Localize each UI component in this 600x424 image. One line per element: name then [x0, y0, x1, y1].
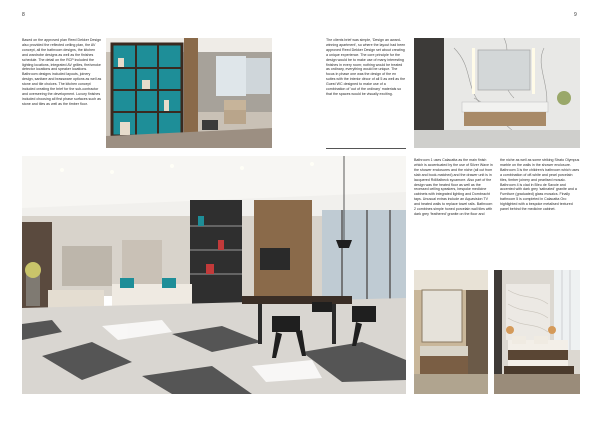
- center-paragraph: The clients brief was simple, 'Design an award-winning apartment', so where the layout had been approved Reed Dekker Design set about creating a unique experience. The core principle for the design would be to make use of many interesting finishes in every room; nothing would be treated as ordinary, everything would be unique. The focus in phase one was the design of the en suites with the interior décor of all 5 as well as the Guest WC designed to make use of a combination of 'out of the ordinary' materials so that the spaces would be visually exciting.: [326, 38, 406, 96]
- photo-open-plan-living: [22, 156, 406, 394]
- center-text-column: [326, 38, 406, 97]
- right-paragraph-b: the niche as well as some striking Strato Olympus marble on the walls in the shower enclosure. Bathroom 3 is the children's bathroom which uses a combination of off-white and pearl porcelain tiles, timber joinery and pearlised mosaic. Bathroom 4 is clad in Bleu de Savoie and accented with dark grey 'satinated' granite and a Furniture (graduated) glass mosaics. Finally bathroom 5 is completed in Calacatta Oro highlighted with a bespoke metalised textured panel behind the medicine cabinet.: [500, 158, 580, 212]
- left-paragraph: Based on the approved plan Reed Dekker Design also provided the reflected ceiling plan, the AV concept, all the bathroom designs, the kitchen and wardrobe designs as well as the finishes schedule. The detail on the RCP included the lighting locations, integrated AV grilles, fire/smoke detector locations and speaker locations. Bathroom designs included layouts, joinery design, sanitare and brassware options as well as stone and tile choices. The kitchen concept included creating the brief for the sub-contractor and overseeing the development. Luxury finishes included choosing all first phase surfaces such as stone and tiles as well as the timber floor.: [22, 38, 102, 106]
- photo-en-suite-bathroom: [414, 270, 488, 394]
- right-page-number: 9: [574, 12, 577, 18]
- open-plan-living-image: [22, 156, 406, 394]
- right-paragraph-a: Bathroom 1 uses Calacatta as the main finish which is accentuated by the use of Silver Wave in the shower enclosures and the niche (all cut from slab and book-matched) and the drawer unit is in lacquered RdMalbeck sycamore. Also part of the design was the heated floor as well as the recessed ceiling speakers, bespoke medicine cabinets with integrated lighting and Dornbracht taps. Unusual extras include an Aquavision TV and heated walls to replace towel rails. Bathroom 2 combines simple honed porcelain wall tiles with dark grey 'feathered' granite on the floor and: [414, 158, 493, 216]
- left-text-column: [22, 38, 102, 107]
- column-divider-rule: [326, 148, 406, 149]
- photo-teal-shelving-living-room: [106, 38, 272, 148]
- teal-shelving-image: [106, 38, 272, 148]
- left-page-number: 8: [22, 12, 25, 18]
- right-text-column-a: [414, 158, 494, 217]
- photo-bedroom: [494, 270, 580, 394]
- marble-bathroom-image: [414, 38, 580, 148]
- bedroom-image: [494, 270, 580, 394]
- right-text-column-b: [500, 158, 580, 212]
- photo-marble-bathroom: [414, 38, 580, 148]
- en-suite-bathroom-image: [414, 270, 488, 394]
